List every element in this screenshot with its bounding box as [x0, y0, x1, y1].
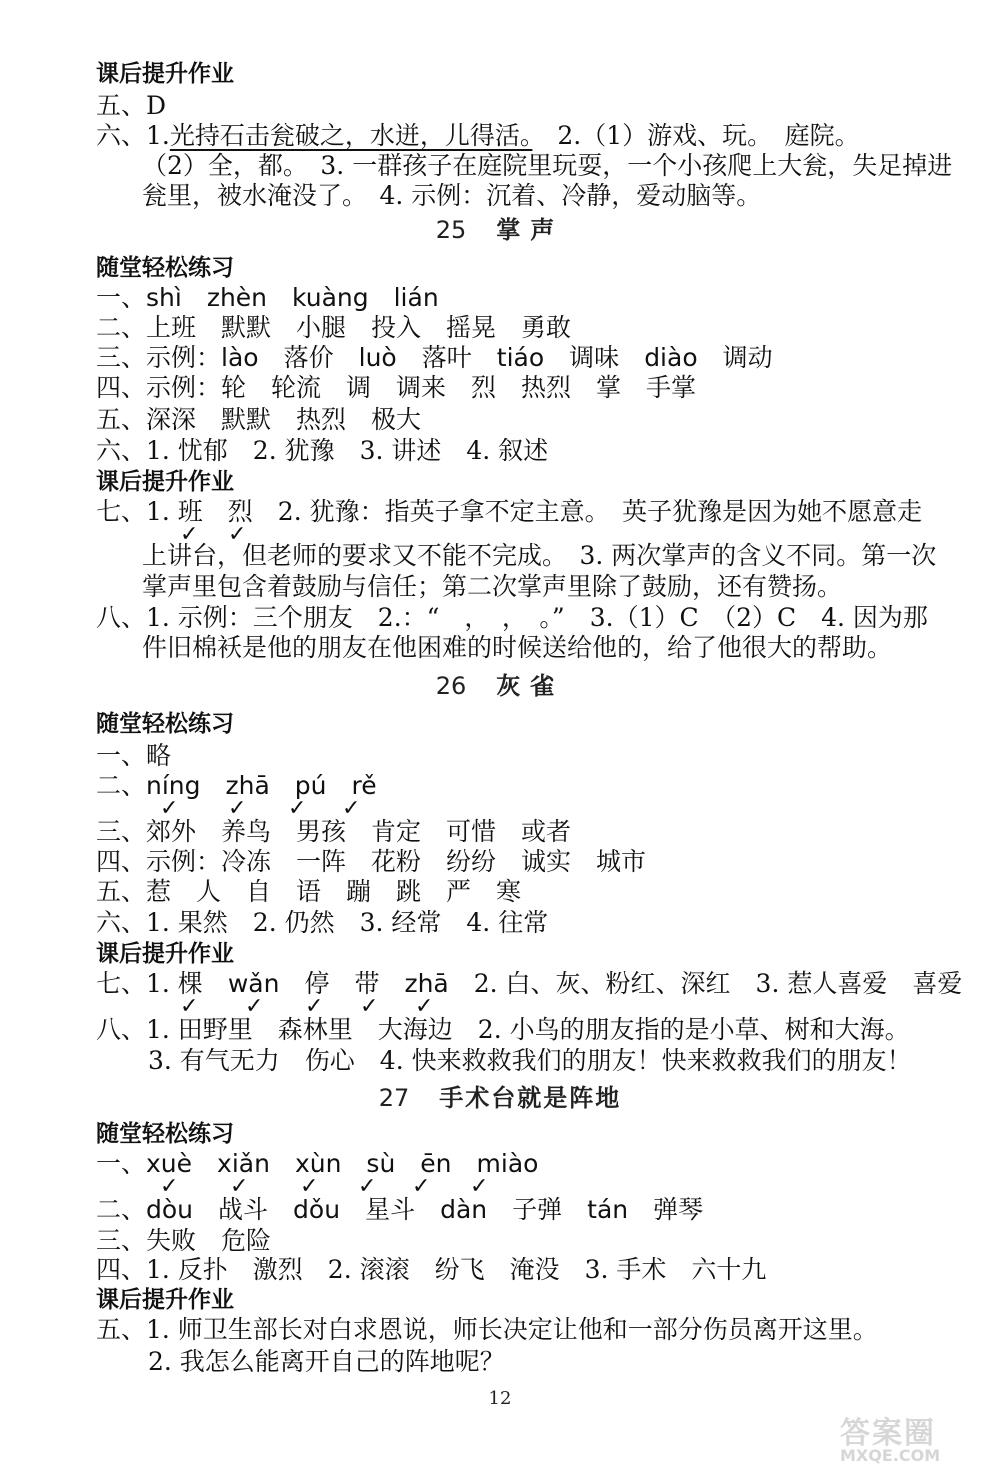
lesson-title-25: 25 掌声: [435, 215, 565, 244]
answer-line: 七、1. 棵 wǎn 停 带 zhā 2. 白、灰、粉红、深红 3. 惹人喜爱 喜爱: [96, 969, 963, 998]
watermark-logo: [840, 1408, 990, 1465]
answer-line: 掌声里包含着鼓励与信任；第二次掌声里除了鼓励，还有赞扬。: [142, 572, 843, 601]
page-number: 12: [488, 1388, 512, 1409]
section-heading-homework: 课后提升作业: [96, 61, 234, 87]
answer-line: 2. 我怎么能离开自己的阵地呢？: [148, 1347, 505, 1376]
check-mark-icon: ✓: [245, 994, 264, 1019]
section-heading-homework: 课后提升作业: [96, 469, 234, 495]
watermark-bottom-text: MXQE.COM: [840, 1446, 941, 1465]
answer-line: 五、惹 人 自 语 蹦 跳 严 寒: [96, 877, 522, 906]
answer-line: 一、shì zhèn kuàng lián: [96, 283, 439, 312]
lesson-title-27: 27 手术台就是阵地: [378, 1083, 622, 1112]
answer-line: 七、1. 班 烈 2. 犹豫：指英子拿不定主意。 英子犹豫是因为她不愿意走: [96, 497, 923, 526]
answer-line: 四、示例：轮 轮流 调 调来 烈 热烈 掌 手掌: [96, 373, 697, 402]
answer-line: 一、略: [96, 741, 172, 770]
lesson-title-26: 26 灰雀: [435, 671, 565, 700]
answer-line: 二、níng zhā pú rě: [96, 771, 377, 800]
section-heading-practice: 随堂轻松练习: [96, 1121, 234, 1147]
answer-line: 上讲台，但老师的要求又不能不完成。 3. 两次掌声的含义不同。第一次: [142, 541, 937, 570]
answer-line: 二、dòu 战斗 dǒu 星斗 dàn 子弹 tán 弹琴: [96, 1195, 704, 1224]
check-mark-icon: ✓: [180, 994, 199, 1019]
check-mark-icon: ✓: [230, 1174, 249, 1199]
answer-line: 六、1. 忧郁 2. 犹豫 3. 讲述 4. 叙述: [96, 436, 549, 465]
answer-line: 四、示例：冷冻 一阵 花粉 纷纷 诚实 城市: [96, 847, 647, 876]
check-mark-icon: ✓: [228, 796, 247, 821]
answer-line: 四、1. 反扑 激烈 2. 滚滚 纷飞 淹没 3. 手术 六十九: [96, 1255, 767, 1284]
section-heading-homework: 课后提升作业: [96, 941, 234, 967]
answer-line: 二、上班 默默 小腿 投入 摇晃 勇敢: [96, 313, 572, 342]
answer-line: 一、xuè xiǎn xùn sù ēn miào: [96, 1149, 539, 1178]
watermark-top-text: 答案圈: [840, 1416, 936, 1451]
answer-line: 3. 有气无力 伤心 4. 快来救救我们的朋友！快来救救我们的朋友！: [148, 1046, 912, 1075]
check-mark-icon: ✓: [180, 522, 199, 547]
section-heading-practice: 随堂轻松练习: [96, 255, 234, 281]
check-mark-icon: ✓: [360, 994, 379, 1019]
section-heading-homework: 课后提升作业: [96, 1287, 234, 1313]
answer-line: 件旧棉袄是他的朋友在他困难的时候送给他的，给了他很大的帮助。: [142, 633, 893, 662]
section-heading-practice: 随堂轻松练习: [96, 711, 234, 737]
answer-line: 三、示例：lào 落价 luò 落叶 tiáo 调味 diào 调动: [96, 343, 773, 372]
check-mark-icon: ✓: [412, 1174, 431, 1199]
check-mark-icon: ✓: [342, 796, 361, 821]
answer-line: 瓮里，被水淹没了。 4. 示例：沉着、冷静，爱动脑等。: [142, 181, 762, 210]
check-mark-icon: ✓: [228, 522, 247, 547]
answer-line: 八、1. 田野里 森林里 大海边 2. 小鸟的朋友指的是小草、树和大海。: [96, 1015, 910, 1044]
check-mark-icon: ✓: [288, 796, 307, 821]
check-mark-icon: ✓: [470, 1174, 489, 1199]
answer-line: 六、1. 果然 2. 仍然 3. 经常 4. 往常: [96, 908, 549, 937]
check-mark-icon: ✓: [305, 994, 324, 1019]
check-mark-icon: ✓: [300, 1174, 319, 1199]
check-mark-icon: ✓: [160, 796, 179, 821]
check-mark-icon: ✓: [358, 1174, 377, 1199]
answer-line: 五、D: [96, 91, 167, 120]
underlined-answer: 光持石击瓮破之，水迸，儿得活。: [169, 121, 533, 150]
answer-line: 八、1. 示例：三个朋友 2.：“ ， ， 。” 3.（1）C （2）C 4. 因为那: [96, 603, 928, 632]
answer-line: 三、失败 危险: [96, 1226, 272, 1255]
check-mark-icon: ✓: [415, 994, 434, 1019]
check-mark-icon: ✓: [160, 1174, 179, 1199]
answer-line: 五、1. 师卫生部长对白求恩说，师长决定让他和一部分伤员离开这里。: [96, 1315, 878, 1344]
answer-line: （2）全，都。 3. 一群孩子在庭院里玩耍，一个小孩爬上大瓮，失足掉进: [142, 151, 953, 180]
answer-line: 六、1.光持石击瓮破之，水迸，儿得活。 2.（1）游戏、玩。 庭院。: [96, 121, 860, 150]
answer-line: 五、深深 默默 热烈 极大: [96, 405, 422, 434]
answer-line: 三、郊外 养鸟 男孩 肯定 可惜 或者: [96, 817, 572, 846]
